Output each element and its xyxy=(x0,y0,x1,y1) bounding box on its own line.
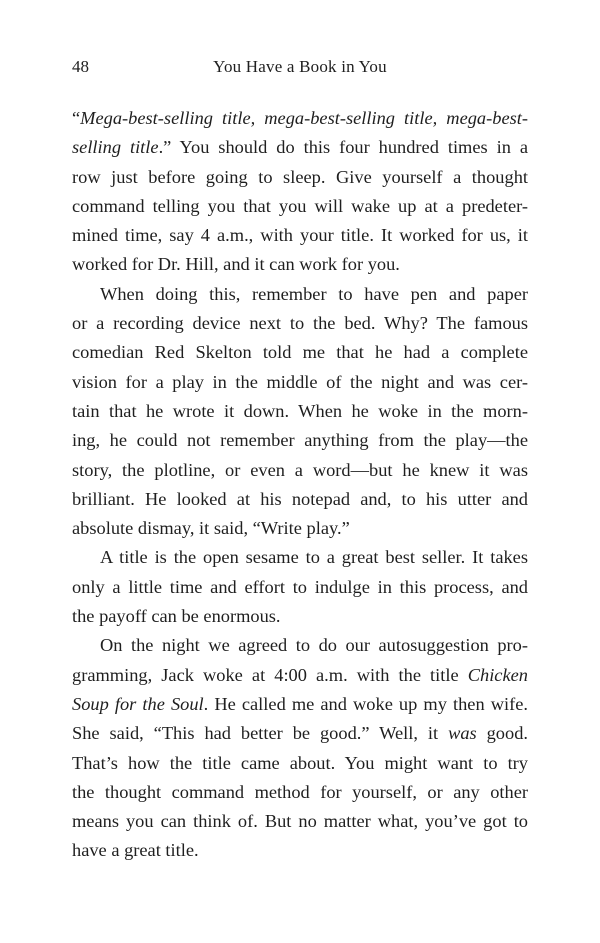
text-span: good. xyxy=(476,723,528,744)
text-line xyxy=(72,719,528,748)
running-head xyxy=(72,56,528,78)
text-line: the payoff can be enormous. xyxy=(72,606,281,627)
text-line: have a great title. xyxy=(72,840,199,861)
paragraph-2 xyxy=(72,280,528,544)
text-span: . He called me and woke up my then wife. xyxy=(203,693,528,714)
text-line: mined time, say 4 a.m., with your title. It worked for us, it xyxy=(72,225,528,246)
text-line: means you can think of. But no matter what, you’ve got to xyxy=(72,811,528,832)
italic-phrase: Soup for the Soul xyxy=(72,693,204,714)
text-line: brilliant. He looked at his notepad and, to his utter and xyxy=(72,488,528,509)
italic-phrase: Mega-best-selling title, mega-best-selling title, mega-best- xyxy=(80,108,528,128)
text-line xyxy=(72,104,528,133)
text-line: comedian Red Skelton told me that he had a complete xyxy=(72,342,528,363)
quote-open: “ xyxy=(72,108,81,128)
page-number: 48 xyxy=(72,57,89,76)
text-line: story, the plotline, or even a word—but he knew it was xyxy=(72,459,528,480)
text-line: When doing this, remember to have pen and paper xyxy=(100,283,528,304)
text-line: row just before going to sleep. Give yourself a thought xyxy=(72,166,528,187)
text-line xyxy=(72,661,528,690)
book-title: You Have a Book in You xyxy=(213,57,387,76)
paragraph-1 xyxy=(72,104,528,280)
text-line xyxy=(72,690,528,719)
text-line: That’s how the title came about. You might want to try xyxy=(72,752,528,773)
text-line: or a recording device next to the bed. Why? The famous xyxy=(72,313,528,334)
text-line: vision for a play in the middle of the night and was cer- xyxy=(72,371,528,392)
italic-phrase: Chicken xyxy=(467,664,528,685)
text-line xyxy=(72,133,528,162)
text-line: A title is the open sesame to a great best seller. It takes xyxy=(100,547,528,568)
text-span: .” You should do this four hundred times in a xyxy=(158,137,528,158)
book-page xyxy=(72,0,528,943)
body-text xyxy=(72,104,528,866)
text-line: ing, he could not remember anything from the play—the xyxy=(72,430,528,451)
text-line: only a little time and effort to indulge in this process, and xyxy=(72,576,528,597)
text-line: absolute dismay, it said, “Write play.” xyxy=(72,518,350,539)
paragraph-3 xyxy=(72,543,528,631)
text-line: command telling you that you will wake up at a predeter- xyxy=(72,195,528,216)
text-line: On the night we agreed to do our autosuggestion pro- xyxy=(100,635,528,656)
text-span: gramming, Jack woke at 4:00 a.m. with the title xyxy=(72,664,468,685)
paragraph-4 xyxy=(72,631,528,865)
italic-phrase: selling title xyxy=(72,137,159,158)
text-line: worked for Dr. Hill, and it can work for you. xyxy=(72,254,400,275)
text-line: tain that he wrote it down. When he woke in the morn- xyxy=(72,400,528,421)
text-span: She said, “This had better be good.” Well, it xyxy=(72,723,449,744)
italic-phrase: was xyxy=(448,723,477,744)
text-line: the thought command method for yourself, or any other xyxy=(72,781,528,802)
